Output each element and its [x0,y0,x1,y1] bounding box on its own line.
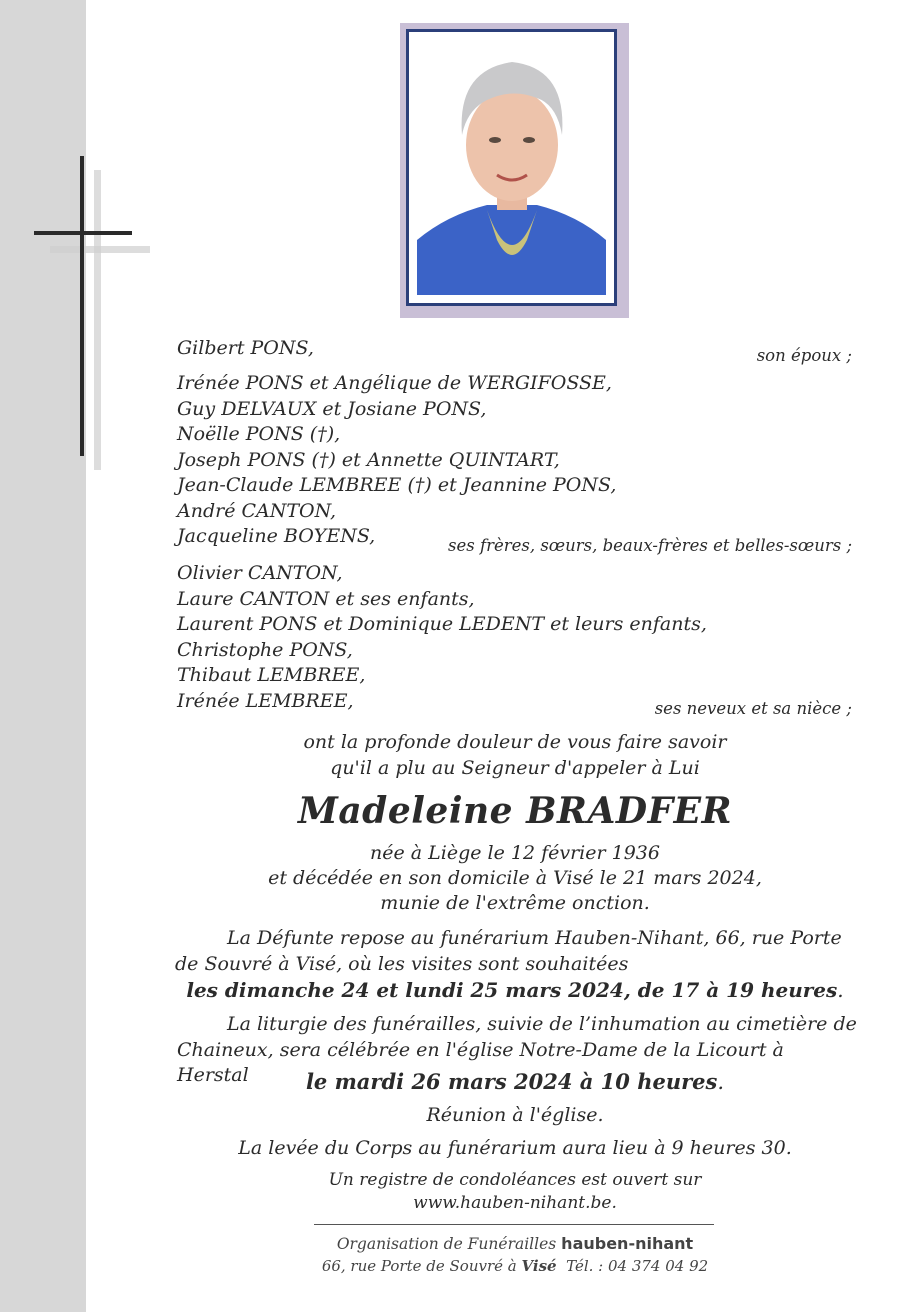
spouse-name: Gilbert PONS, [177,337,314,359]
announcement-line: qu'il a plu au Seigneur d'appeler à Lui [330,757,700,779]
footer-divider [314,1224,714,1225]
visits-dates: les dimanche 24 et lundi 25 mars 2024, de 17 à 19 heures. [186,978,844,1002]
nephew-name: Thibaut LEMBREE, [177,664,366,686]
siblings-role: ses frères, sœurs, beaux-frères et belles-sœurs ; [448,536,852,555]
meeting-line: Réunion à l'église. [426,1104,604,1126]
unction-line: munie de l'extrême onction. [380,892,650,914]
portrait-photo [417,40,606,295]
footer-org [170,1234,860,1253]
deceased-name: Madeleine BRADFER [297,790,733,832]
sibling-name: Jacqueline BOYENS, [177,525,376,547]
condolences-url[interactable]: www.hauben-nihant.be. [413,1193,617,1213]
nephew-name: Laure CANTON et ses enfants, [177,588,475,610]
footer-city: Visé [521,1257,557,1275]
funeral-date-text: le mardi 26 mars 2024 à 10 heures [305,1069,718,1094]
portrait-frame [400,23,629,318]
visits-paragraph [177,926,857,977]
condolences-line: Un registre de condoléances est ouvert sur [328,1170,702,1190]
sibling-name: Noëlle PONS (†), [177,423,341,445]
brand-logo: hauben-nihant [561,1234,694,1253]
cross-icon [30,150,160,480]
funeral-line: Chaineux, sera célébrée en l'église Notre-Dame de la Licourt à Herstal [177,1038,784,1086]
visits-line: de Souvré à Visé, où les visites sont souhaitées [175,952,629,975]
nephew-name: Laurent PONS et Dominique LEDENT et leurs enfants, [177,613,707,635]
funeral-date: le mardi 26 mars 2024 à 10 heures. [305,1069,725,1094]
footer-phone: Tél. : 04 374 04 92 [566,1257,709,1275]
sibling-name: Irénée PONS et Angélique de WERGIFOSSE, [177,372,612,394]
visits-line: La Défunte repose au funérarium Hauben-Nihant, 66, rue Porte [227,927,842,949]
death-line: et décédée en son domicile à Visé le 21 mars 2024, [268,867,762,889]
footer-org-label: Organisation de Funérailles [336,1235,557,1253]
nephews-role: ses neveux et sa nièce ; [654,699,852,718]
levee-line: La levée du Corps au funérarium aura lieu à 9 heures 30. [238,1137,792,1159]
footer-address [170,1257,860,1275]
nephew-name: Irénée LEMBREE, [177,690,354,712]
announcement-line: ont la profonde douleur de vous faire savoir [303,731,727,753]
funeral-line: La liturgie des funérailles, suivie de l’inhumation au cimetière de [227,1013,857,1035]
sibling-name: Jean-Claude LEMBREE (†) et Jeannine PONS, [177,474,617,496]
nephew-name: Christophe PONS, [177,639,353,661]
sibling-name: André CANTON, [177,500,337,522]
sibling-name: Guy DELVAUX et Josiane PONS, [177,398,487,420]
visits-dates-text: les dimanche 24 et lundi 25 mars 2024, de 17 à 19 heures [186,978,838,1002]
spouse-role: son époux ; [756,346,852,365]
footer-address-prefix: 66, rue Porte de Souvré à [321,1257,517,1275]
nephew-name: Olivier CANTON, [177,562,343,584]
sibling-name: Joseph PONS (†) et Annette QUINTART, [177,449,560,471]
birth-line: née à Liège le 12 février 1936 [370,842,660,864]
